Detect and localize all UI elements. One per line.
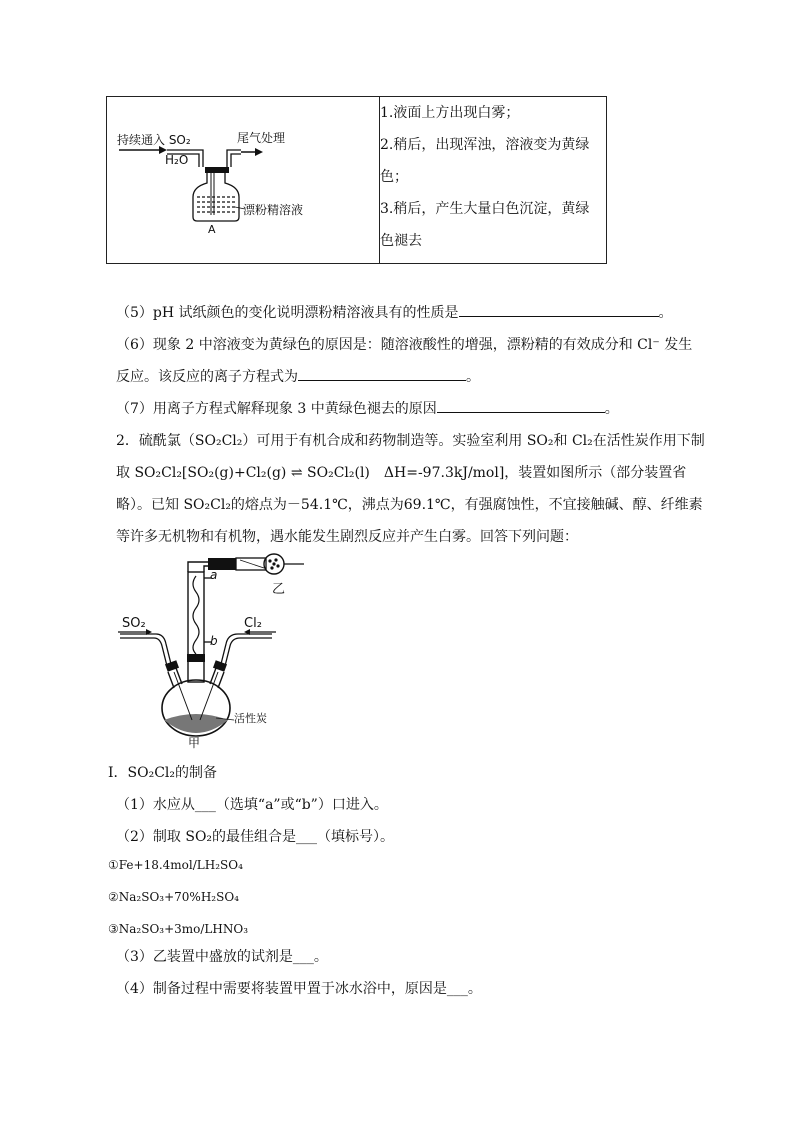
label-solution: 漂粉精溶液 <box>243 203 304 217</box>
option-1: ①Fe+18.4mol/LH₂SO₄ <box>108 858 243 872</box>
question-5: （5）pH 试纸颜色的变化说明漂粉精溶液具有的性质是 。 <box>116 302 673 322</box>
label-port-a: a <box>210 568 218 582</box>
label-inlet: 持续通入 SO₂ <box>117 133 191 147</box>
problem-2-line3: 略）。已知 SO₂Cl₂的熔点为－54.1℃，沸点为69.1℃，有强腐蚀性，不宜接触碱、醇、纤维素 <box>116 497 703 513</box>
observation-cell <box>380 97 607 264</box>
label-port-b: b <box>210 634 218 648</box>
label-outlet: 尾气处理 <box>237 131 286 145</box>
section-1-q1: （1）水应从___（选填“a”或“b”）口进入。 <box>116 797 388 813</box>
question-6-line2: 反应。该反应的离子方程式为 。 <box>116 366 480 386</box>
observation-line: 1.液面上方出现白雾； <box>380 105 520 121</box>
label-cl2: Cl₂ <box>244 616 262 631</box>
observation-line: 3.稍后，产生大量白色沉淀，黄绿 <box>380 201 590 217</box>
option-2: ②Na₂SO₃+70%H₂SO₄ <box>108 890 239 904</box>
section-1-title: I．SO₂Cl₂的制备 <box>108 765 218 781</box>
apparatus-a-cell <box>107 97 380 264</box>
apparatus-b-figure <box>116 548 316 750</box>
answer-blank[interactable] <box>459 302 659 317</box>
label-yi: 乙 <box>272 582 286 597</box>
problem-2-line4: 等许多无机物和有机物，遇水能发生剧烈反应并产生白雾。回答下列问题： <box>116 529 578 545</box>
observation-line: 色； <box>380 169 408 185</box>
label-a: A <box>208 223 216 236</box>
question-6-line1: （6）现象 2 中溶液变为黄绿色的原因是：随溶液酸性的增强，漂粉精的有效成分和 Cl⁻ 发生 <box>116 337 693 353</box>
label-so2: SO₂ <box>122 616 146 631</box>
section-1-q3: （3）乙装置中盛放的试剂是___。 <box>116 949 328 965</box>
answer-blank[interactable] <box>298 366 466 381</box>
apparatus-a-diagram <box>107 97 379 263</box>
label-jia: 甲 <box>188 736 201 750</box>
observation-line: 色褪去 <box>380 233 422 249</box>
section-1-q2: （2）制取 SO₂的最佳组合是___（填标号）。 <box>116 829 395 845</box>
problem-2-line1: 2．硫酰氯（SO₂Cl₂）可用于有机合成和药物制造等。实验室利用 SO₂和 Cl₂在活性炭作用下制 <box>116 433 705 449</box>
observation-line: 2.稍后，出现浑浊，溶液变为黄绿 <box>380 137 590 153</box>
answer-blank[interactable] <box>437 398 605 413</box>
observation-table <box>106 96 607 264</box>
label-h2o: H₂O <box>165 153 189 167</box>
section-1-q4: （4）制备过程中需要将装置甲置于冰水浴中，原因是___。 <box>116 981 482 997</box>
question-7: （7）用离子方程式解释现象 3 中黄绿色褪去的原因 。 <box>116 398 619 418</box>
problem-2-line2: 取 SO₂Cl₂[SO₂(g)+Cl₂(g) ⇌ SO₂Cl₂(l) ΔH=-97.3kJ/mol]，装置如图所示（部分装置省 <box>116 465 687 481</box>
label-activated-carbon: 活性炭 <box>234 712 267 725</box>
option-3: ③Na₂SO₃+3mo/LHNO₃ <box>108 922 249 936</box>
